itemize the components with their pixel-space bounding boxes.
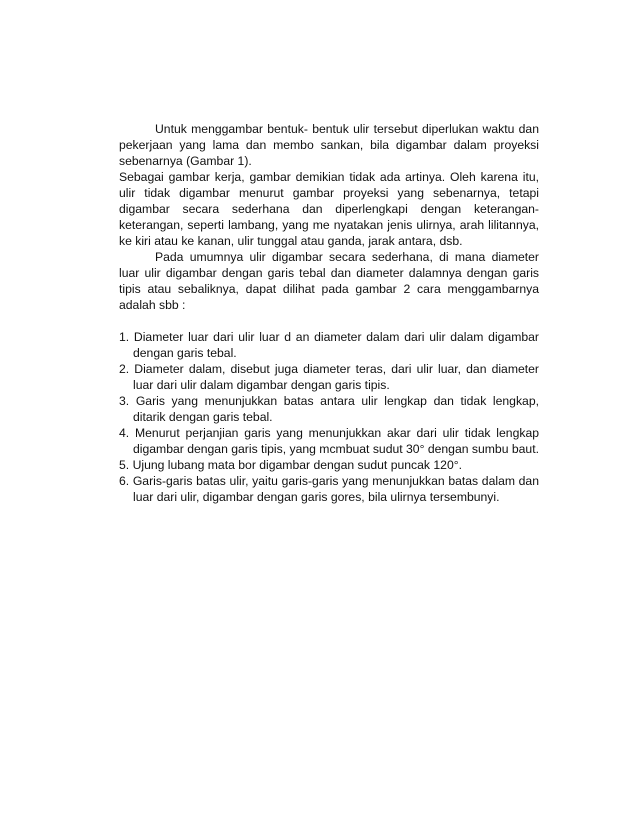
- list-item-4: [119, 425, 539, 457]
- list-text: Garis-garis batas ulir, yaitu garis-garis yang menunjukkan batas dalam dan luar dari ulir, digambar dengan garis gores, bila ulirnya tersembunyi.: [132, 474, 539, 504]
- document-body: [119, 121, 539, 505]
- list-item-6: [119, 473, 539, 505]
- list-text: Garis yang menunjukkan batas antara ulir lengkap dan tidak lengkap, ditarik dengan garis tebal.: [133, 394, 539, 424]
- list-text: Diameter luar dari ulir luar d an diameter dalam dari ulir dalam digambar dengan garis tebal.: [133, 330, 539, 360]
- paragraph-3: Pada umumnya ulir digambar secara sederhana, di mana diameter luar ulir digambar dengan garis tebal dan diameter dalamnya dengan garis tipis atau sebaliknya, dapat dilihat pada gambar 2 cara menggambarnya adalah sbb :: [119, 250, 539, 312]
- list-item-2: [119, 361, 539, 393]
- list-number: 1.: [119, 330, 130, 344]
- list-text: Ujung lubang mata bor digambar dengan sudut puncak 120°.: [132, 458, 462, 472]
- list-item-3: [119, 393, 539, 425]
- paragraph-2: Sebagai gambar kerja, gambar demikian tidak ada artinya. Oleh karena itu, ulir tidak digambar menurut gambar proyeksi yang sebenarnya, tetapi digambar secara sederhana dan diperlengkapi dengan keterangan-keterangan, seperti lambang, yang me nyatakan jenis ulirnya, arah lilitannya, ke kiri atau ke kanan, ulir tunggal atau ganda, jarak antara, dsb.: [119, 170, 539, 248]
- list-number: 4.: [119, 426, 130, 440]
- paragraph-gap: [119, 313, 539, 329]
- list-text: Diameter dalam, disebut juga diameter teras, dari ulir luar, dan diameter luar dari ulir dalam digambar dengan garis tipis.: [133, 362, 539, 392]
- numbered-list: [119, 329, 539, 505]
- list-text: Menurut perjanjian garis yang menunjukkan akar dari ulir tidak lengkap digambar dengan garis tipis, yang mcmbuat sudut 30° dengan sumbu baut.: [133, 426, 540, 456]
- list-number: 5.: [119, 458, 130, 472]
- list-item-5: [119, 457, 539, 473]
- paragraph-1: Untuk menggambar bentuk- bentuk ulir tersebut diperlukan waktu dan pekerjaan yang lama dan membo sankan, bila digambar dalam proyeksi sebenarnya (Gambar 1).: [119, 122, 539, 168]
- list-item-1: [119, 329, 539, 361]
- list-number: 2.: [119, 362, 130, 376]
- list-number: 6.: [119, 474, 130, 488]
- list-number: 3.: [119, 394, 130, 408]
